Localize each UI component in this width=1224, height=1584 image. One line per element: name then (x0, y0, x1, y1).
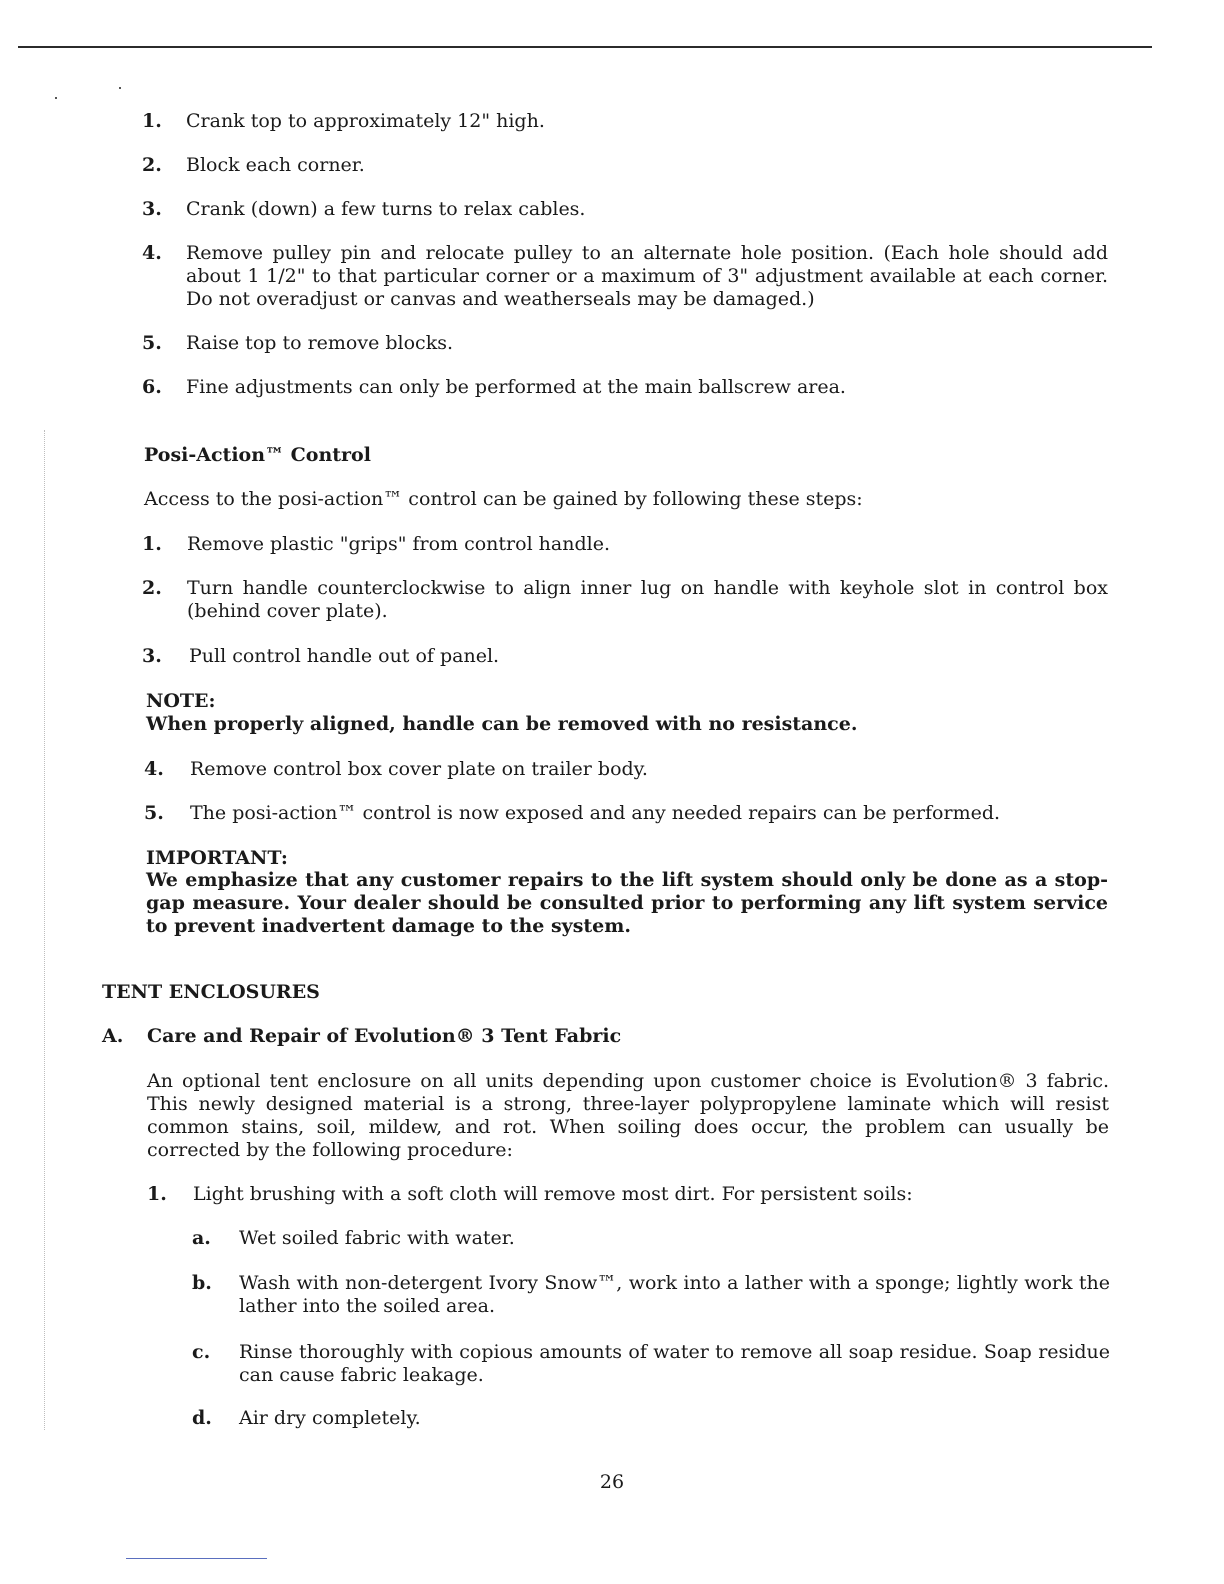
tent-intro: An optional tent enclosure on all units depending upon customer choice is Evolution® 3 fabric. This newly designed material is a strong, three-layer polypropylene laminate which will resist common stains, soil, mildew, and rot. When soiling does occur, the problem can usually be corrected by the following procedure: (147, 1070, 1109, 1161)
list-number: 5. (142, 332, 162, 354)
list-text: Remove control box cover plate on trailer body. (190, 758, 648, 780)
list-item (142, 198, 1108, 221)
list-text: Raise top to remove blocks. (186, 332, 453, 354)
important-label: IMPORTANT: (146, 847, 288, 869)
sub-list-text: Wash with non-detergent Ivory Snow™, work into a lather with a sponge; lightly work the lather into the soiled area. (239, 1272, 1110, 1317)
list-number: 1. (142, 533, 162, 555)
note-label: NOTE: (146, 690, 216, 712)
list-item (147, 1183, 1109, 1206)
section-heading: Posi-Action™ Control (144, 444, 371, 466)
list-number: 3. (142, 198, 162, 220)
list-text: Remove plastic "grips" from control handle. (187, 533, 611, 555)
important-text: We emphasize that any customer repairs to the lift system should only be done as a stop-gap measure. Your dealer should be consulted prior to performing any lift system service to prevent inadvertent damage to the system. (146, 869, 1108, 937)
section-heading: TENT ENCLOSURES (102, 981, 320, 1003)
scan-speck (119, 87, 121, 89)
bottom-line (126, 1558, 267, 1559)
list-text: Crank top to approximately 12" high. (186, 110, 545, 132)
list-text: The posi-action™ control is now exposed and any needed repairs can be performed. (190, 802, 1001, 824)
list-number: 1. (142, 110, 162, 132)
list-number: 1. (147, 1183, 167, 1205)
sub-list-letter: c. (192, 1341, 211, 1363)
note-text: When properly aligned, handle can be removed with no resistance. (146, 713, 858, 735)
sub-heading-text: Care and Repair of Evolution® 3 Tent Fabric (147, 1025, 622, 1047)
sub-list-letter: b. (192, 1272, 212, 1294)
list-text: Fine adjustments can only be performed at the main ballscrew area. (186, 376, 846, 398)
list-text: Block each corner. (186, 154, 365, 176)
sub-list-item (192, 1407, 1110, 1430)
margin-marks (44, 430, 51, 1430)
list-number: 3. (142, 645, 162, 667)
sub-list-text: Rinse thoroughly with copious amounts of water to remove all soap residue. Soap residue can cause fabric leakage. (239, 1341, 1110, 1386)
scan-speck (55, 97, 57, 99)
list-item (142, 154, 1108, 177)
list-number: 2. (142, 577, 162, 599)
section-intro: Access to the posi-action™ control can be gained by following these steps: (144, 488, 863, 510)
top-rule (18, 46, 1152, 48)
list-text: Turn handle counterclockwise to align inner lug on handle with keyhole slot in control box (behind cover plate). (187, 577, 1108, 622)
sub-list-text: Air dry completely. (239, 1407, 421, 1429)
sub-list-item (192, 1341, 1110, 1387)
list-number: 4. (144, 758, 164, 780)
sub-list-item (192, 1227, 1110, 1250)
list-number: 6. (142, 376, 162, 398)
list-number: 4. (142, 242, 162, 264)
sub-heading (102, 1025, 1108, 1048)
list-text: Remove pulley pin and relocate pulley to an alternate hole position. (Each hole should add about 1 1/2" to that particular corner or a maximum of 3" adjustment available at each corner. Do not overadjust or canvas and weatherseals may be damaged.) (186, 242, 1108, 310)
list-item (142, 332, 1108, 355)
sub-list-item (192, 1272, 1110, 1318)
list-item (144, 758, 1108, 781)
list-item (142, 645, 1108, 668)
list-text: Crank (down) a few turns to relax cables. (186, 198, 586, 220)
list-item (142, 533, 1108, 556)
list-number: 2. (142, 154, 162, 176)
list-item (144, 802, 1108, 825)
list-item (142, 577, 1108, 623)
list-number: 5. (144, 802, 164, 824)
list-text: Pull control handle out of panel. (189, 645, 500, 667)
sub-list-letter: a. (192, 1227, 211, 1249)
sub-list-letter: d. (192, 1407, 212, 1429)
list-item (142, 242, 1108, 311)
sub-list-text: Wet soiled fabric with water. (239, 1227, 515, 1249)
list-text: Light brushing with a soft cloth will remove most dirt. For persistent soils: (193, 1183, 913, 1205)
sub-heading-letter: A. (102, 1025, 124, 1047)
page-number: 26 (599, 1471, 625, 1493)
list-item (142, 110, 1108, 133)
list-item (142, 376, 1108, 399)
